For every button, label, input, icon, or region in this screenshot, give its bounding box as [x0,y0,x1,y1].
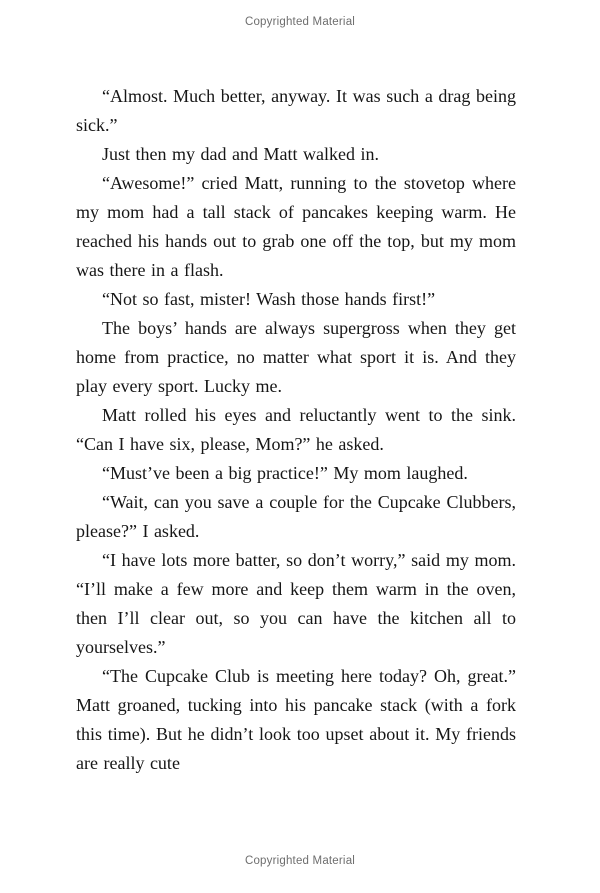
paragraph: Just then my dad and Matt walked in. [102,144,379,164]
paragraph: “Wait, can you save a couple for the Cupcake Clubbers, please?” I asked. [76,492,516,541]
paragraph: “I have lots more batter, so don’t worry,” said my mom. “I’ll make a few more and keep them warm in the oven, then I’ll clear out, so you can have the kitchen all to yourselves.” [76,550,516,657]
copyright-notice-bottom: Copyrighted Material [244,855,356,867]
paragraph: Matt rolled his eyes and reluctantly went to the sink. “Can I have six, please, Mom?” he asked. [76,405,516,454]
paragraph: “Almost. Much better, anyway. It was such a drag being sick.” [76,86,516,135]
copyright-notice-top: Copyrighted Material [244,16,356,28]
paragraph: “Awesome!” cried Matt, running to the stovetop where my mom had a tall stack of pancakes keeping warm. He reached his hands out to grab one off the top, but my mom was there in a flash. [76,173,516,280]
paragraph: “Must’ve been a big practice!” My mom laughed. [102,463,468,483]
paragraph: The boys’ hands are always supergross when they get home from practice, no matter what sport it is. And they play every sport. Lucky me. [76,318,516,396]
body-text [76,82,516,778]
paragraph: “The Cupcake Club is meeting here today? Oh, great.” Matt groaned, tucking into his pancake stack (with a fork this time). But he didn’t look too upset about it. My friends are really cute [76,666,516,773]
paragraph: “Not so fast, mister! Wash those hands first!” [102,289,436,309]
